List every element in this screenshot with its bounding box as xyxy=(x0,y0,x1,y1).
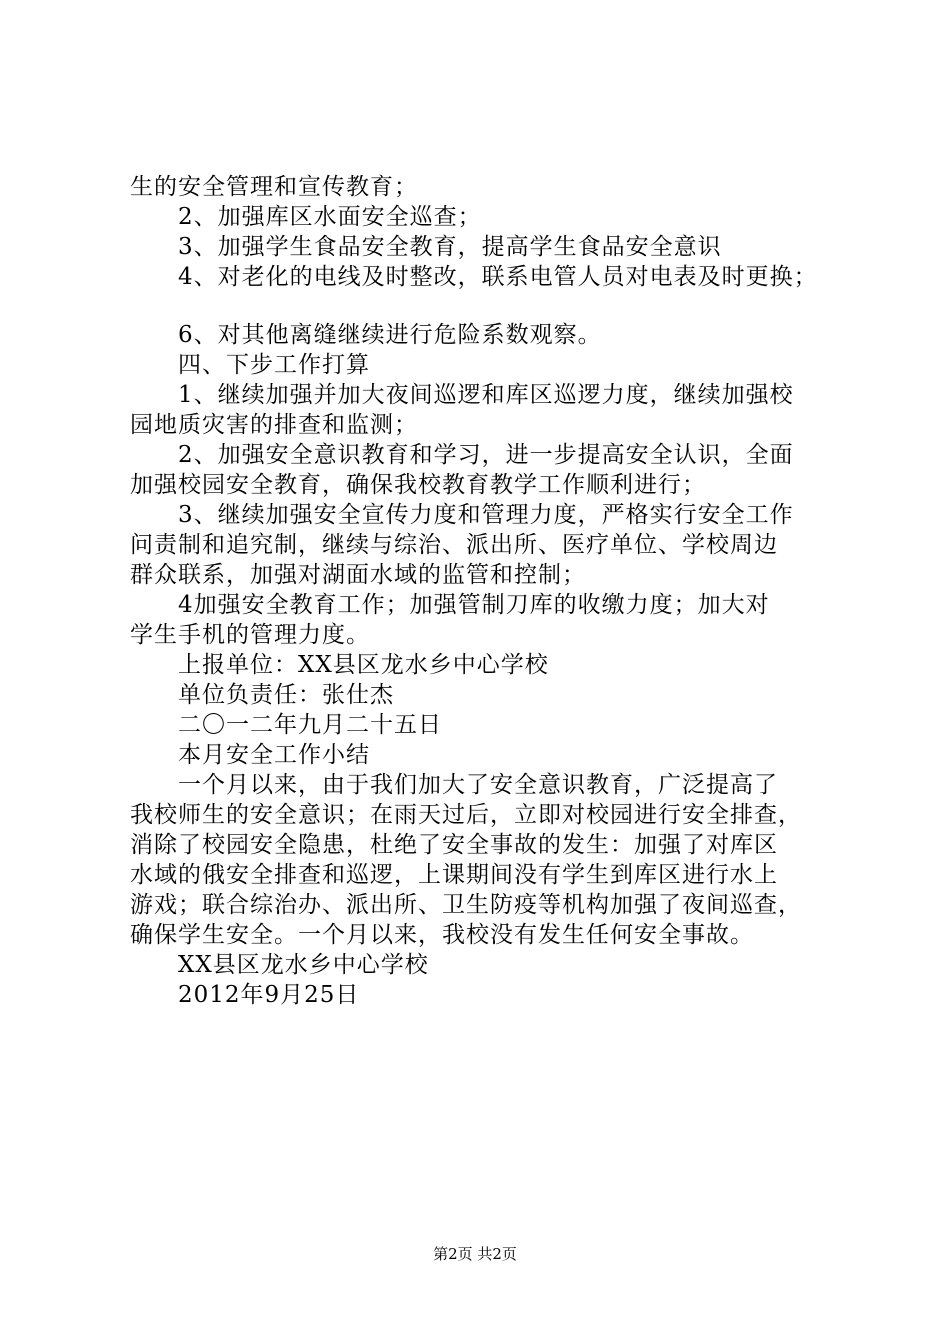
text-line: 确保学生安全。一个月以来，我校没有发生任何安全事故。 xyxy=(130,922,754,948)
text-line: 6、对其他离缝继续进行危险系数观察。 xyxy=(178,322,602,348)
text-line: 园地质灾害的排查和监测； xyxy=(130,412,418,438)
section-heading: 四、下步工作打算 xyxy=(178,352,370,378)
text-line: 一个月以来，由于我们加大了安全意识教育，广泛提高了 xyxy=(178,772,778,798)
text-line: 消除了校园安全隐患，杜绝了安全事故的发生：加强了对库区 xyxy=(130,832,778,858)
text-line: 3、继续加强安全宣传力度和管理力度，严格实行安全工作 xyxy=(178,502,794,528)
unit-responsible: 单位负责任：张仕杰 xyxy=(178,682,394,708)
text-line: 2、加强库区水面安全巡查； xyxy=(178,204,482,230)
report-date: 二〇一二年九月二十五日 xyxy=(178,712,442,738)
text-line: 1、继续加强并加大夜间巡逻和库区巡逻力度，继续加强校 xyxy=(178,382,794,408)
text-line: 学生手机的管理力度。 xyxy=(130,622,370,648)
text-line: 加强校园安全教育，确保我校教育教学工作顺利进行； xyxy=(130,472,706,498)
signature-date: 2012年9月25日 xyxy=(178,982,360,1008)
blank-line xyxy=(130,292,842,320)
page-number-footer: 第2页 共2页 xyxy=(433,1245,517,1263)
reporting-unit: 上报单位：XX县区龙水乡中心学校 xyxy=(178,652,549,678)
text-line: 我校师生的安全意识；在雨天过后，立即对校园进行安全排查， xyxy=(130,802,802,828)
text-line: 生的安全管理和宣传教育； xyxy=(130,174,418,200)
section-heading: 本月安全工作小结 xyxy=(178,742,370,768)
signature-unit: XX县区龙水乡中心学校 xyxy=(178,952,429,978)
text-line: 问责制和追究制，继续与综治、派出所、医疗单位、学校周边 xyxy=(130,532,778,558)
text-line: 2、加强安全意识教育和学习，进一步提高安全认识，全面 xyxy=(178,442,794,468)
document-body xyxy=(130,172,842,1010)
text-line: 4、对老化的电线及时整改，联系电管人员对电表及时更换； xyxy=(178,264,818,290)
text-line: 群众联系，加强对湖面水域的监管和控制； xyxy=(130,562,586,588)
text-line: 4加强安全教育工作；加强管制刀库的收缴力度；加大对 xyxy=(178,592,770,618)
text-line: 水域的俄安全排查和巡逻，上课期间没有学生到库区进行水上 xyxy=(130,862,778,888)
text-line: 游戏；联合综治办、派出所、卫生防疫等机构加强了夜间巡查， xyxy=(130,892,802,918)
text-line: 3、加强学生食品安全教育，提高学生食品安全意识 xyxy=(178,234,722,260)
